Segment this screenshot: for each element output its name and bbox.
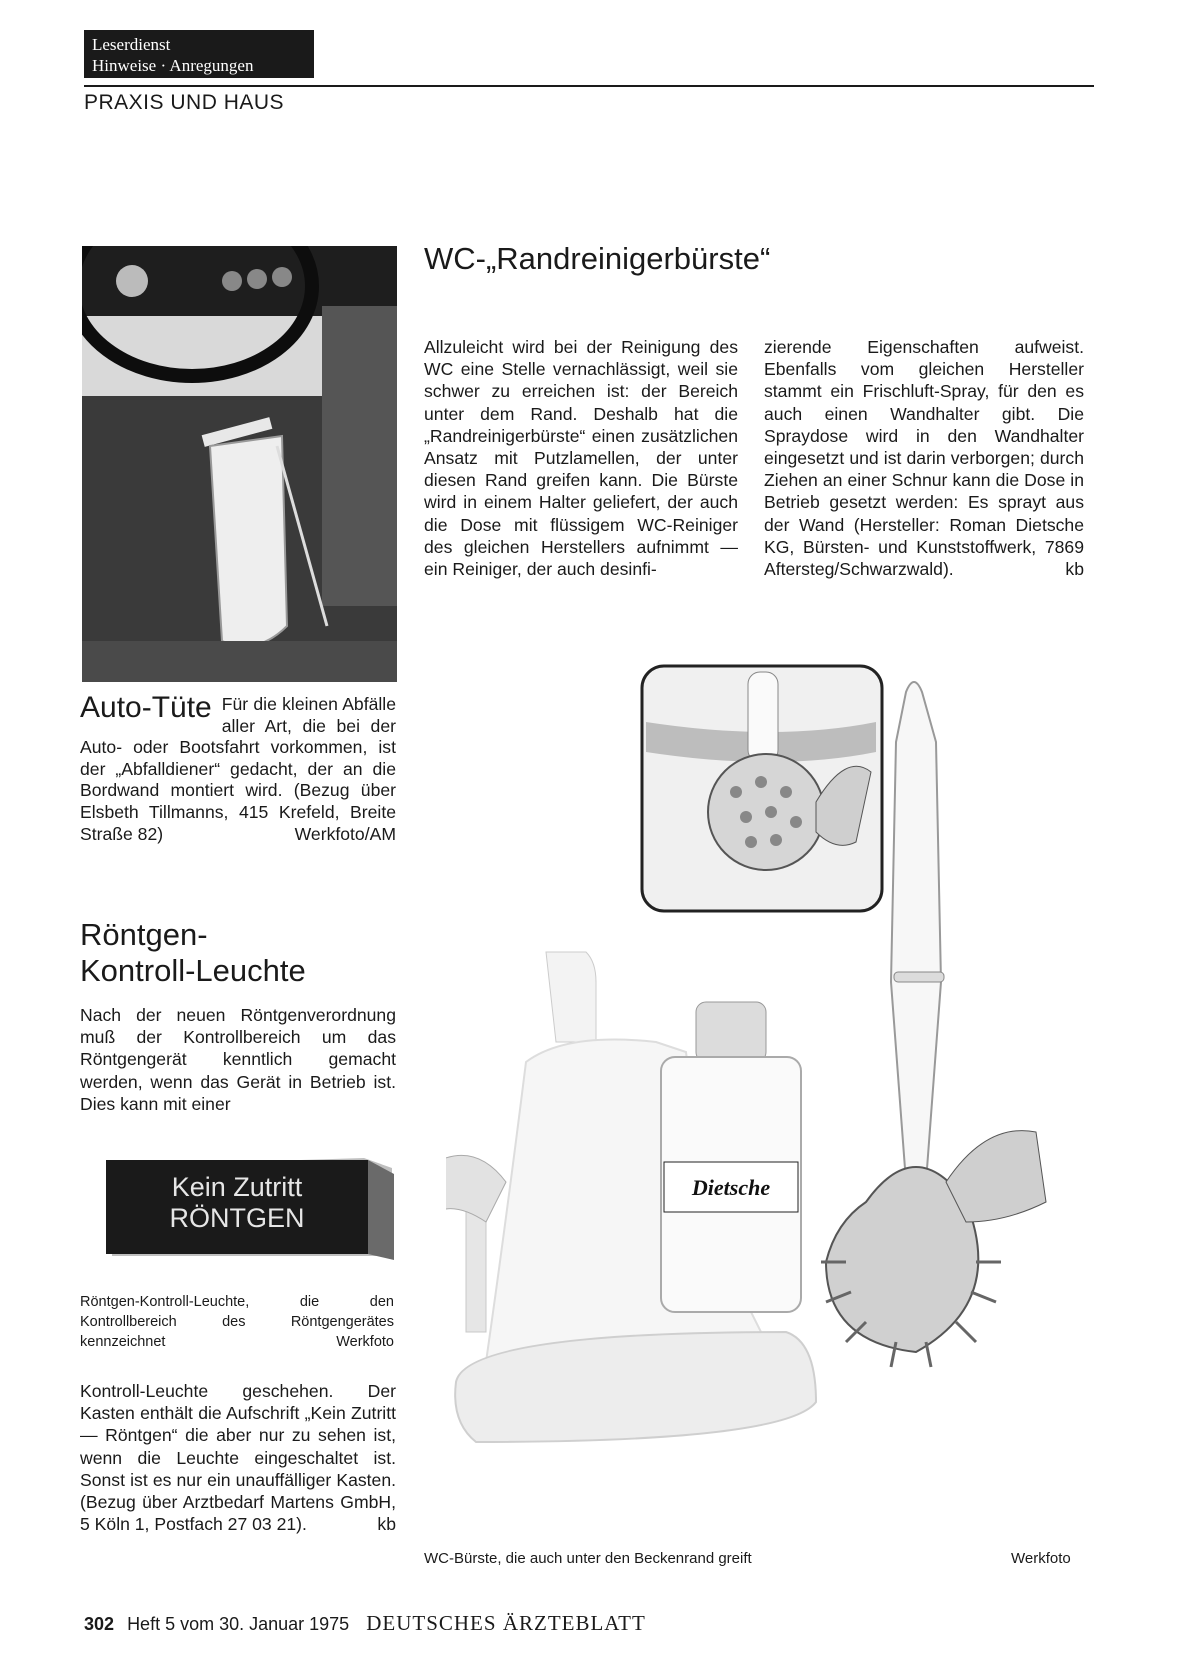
- roentgen-title-line2: Kontroll-Leuchte: [80, 953, 306, 988]
- wc-text-col2-sign: kb: [1065, 559, 1084, 580]
- roentgen-text2-sign: kb: [377, 1514, 396, 1535]
- auto-credit: Werkfoto/AM: [294, 823, 396, 844]
- issue-info: Heft 5 vom 30. Januar 1975: [127, 1614, 350, 1634]
- wc-brush-photo: [446, 662, 1086, 1542]
- roentgen-caption-text: Röntgen-Kontroll-Leuchte, die den Kontrollbereich des Röntgengerätes kennzeichnet: [80, 1294, 394, 1350]
- auto-bag-photo: [82, 246, 397, 682]
- wc-caption: WC-Bürste, die auch unter den Beckenrand greift: [424, 1550, 752, 1567]
- roentgen-title-line1: Röntgen-: [80, 917, 208, 952]
- bottle-label: Dietsche: [691, 1175, 771, 1200]
- roentgen-sign-photo: [102, 1148, 398, 1266]
- auto-text: Für die kleinen Abfälle aller Art, die bei der Auto- oder Bootsfahrt vorkommen, ist der „Abfalldiener“ gedacht, der an die Bordwand montiert wird. (Bezug über Elsbeth Tillmanns, 415 Krefeld, Breite Straße 82): [80, 694, 396, 844]
- journal-name: DEUTSCHES ÄRZTEBLATT: [366, 1611, 646, 1635]
- roentgen-caption-credit: Werkfoto: [336, 1334, 394, 1350]
- wc-title: WC-„Randreinigerbürste“: [424, 241, 771, 276]
- wc-text-col2-body: zierende Eigenschaften aufweist. Ebenfalls vom gleichen Hersteller stammt ein Frischluft-Spray, für den es auch einen Wandhalter gibt. Die Spraydose wird in den Wandhalter eingesetzt und ist darin verborgen; durch Ziehen an einer Schnur kann die Dose in Betrieb gesetzt werden: Es sprayt aus der Wand (Hersteller: Roman Dietsche KG, Bürsten- und Kunststoffwerk, 7869 Aftersteg/Schwarzwald).: [764, 337, 1084, 580]
- sign-line1: Kein Zutritt: [171, 1172, 303, 1202]
- page-number: 302: [84, 1614, 115, 1634]
- column-label: [84, 30, 314, 78]
- column-label-line1: Leserdienst: [92, 35, 171, 54]
- header-rule: [84, 85, 1094, 87]
- auto-article: [80, 691, 396, 845]
- sign-line2: RÖNTGEN: [169, 1203, 305, 1233]
- roentgen-text2: [80, 1380, 396, 1535]
- wc-text-col1: Allzuleicht wird bei der Reinigung des WC eine Stelle vernachlässigt, weil sie schwer zu erreichen ist: der Bereich unter dem Rand. Deshalb hat die „Randreinigerbürste“ einen zusätzlichen Ansatz mit Putzlamellen, der unter diesen Rand greifen kann. Die Bürste wird in einem Halter geliefert, der auch die Dose mit flüssigem WC-Reiniger des gleichen Herstellers aufnimmt — ein Reiniger, der auch desinfi-: [424, 337, 738, 580]
- roentgen-text1: Nach der neuen Röntgenverordnung muß der Kontrollbereich um das Röntgengerät kenntlich gemacht werden, wenn das Gerät in Betrieb ist. Dies kann mit einer: [80, 1005, 396, 1114]
- roentgen-title: [80, 917, 306, 989]
- section-title: PRAXIS UND HAUS: [84, 91, 285, 114]
- roentgen-caption: [80, 1292, 394, 1352]
- wc-text-col2: [764, 336, 1084, 580]
- roentgen-text2-body: Kontroll-Leuchte geschehen. Der Kasten enthält die Aufschrift „Kein Zutritt — Röntgen“ die aber nur zu sehen ist, wenn die Leuchte eingeschaltet ist. Sonst ist es nur ein unauffälliger Kasten. (Bezug über Arztbedarf Martens GmbH, 5 Köln 1, Postfach 27 03 21).: [80, 1381, 396, 1535]
- column-label-line2: Hinweise · Anregungen: [92, 56, 254, 75]
- wc-caption-credit: Werkfoto: [1011, 1550, 1071, 1567]
- page-footer: [84, 1611, 646, 1636]
- auto-title: Auto-Tüte: [80, 691, 212, 724]
